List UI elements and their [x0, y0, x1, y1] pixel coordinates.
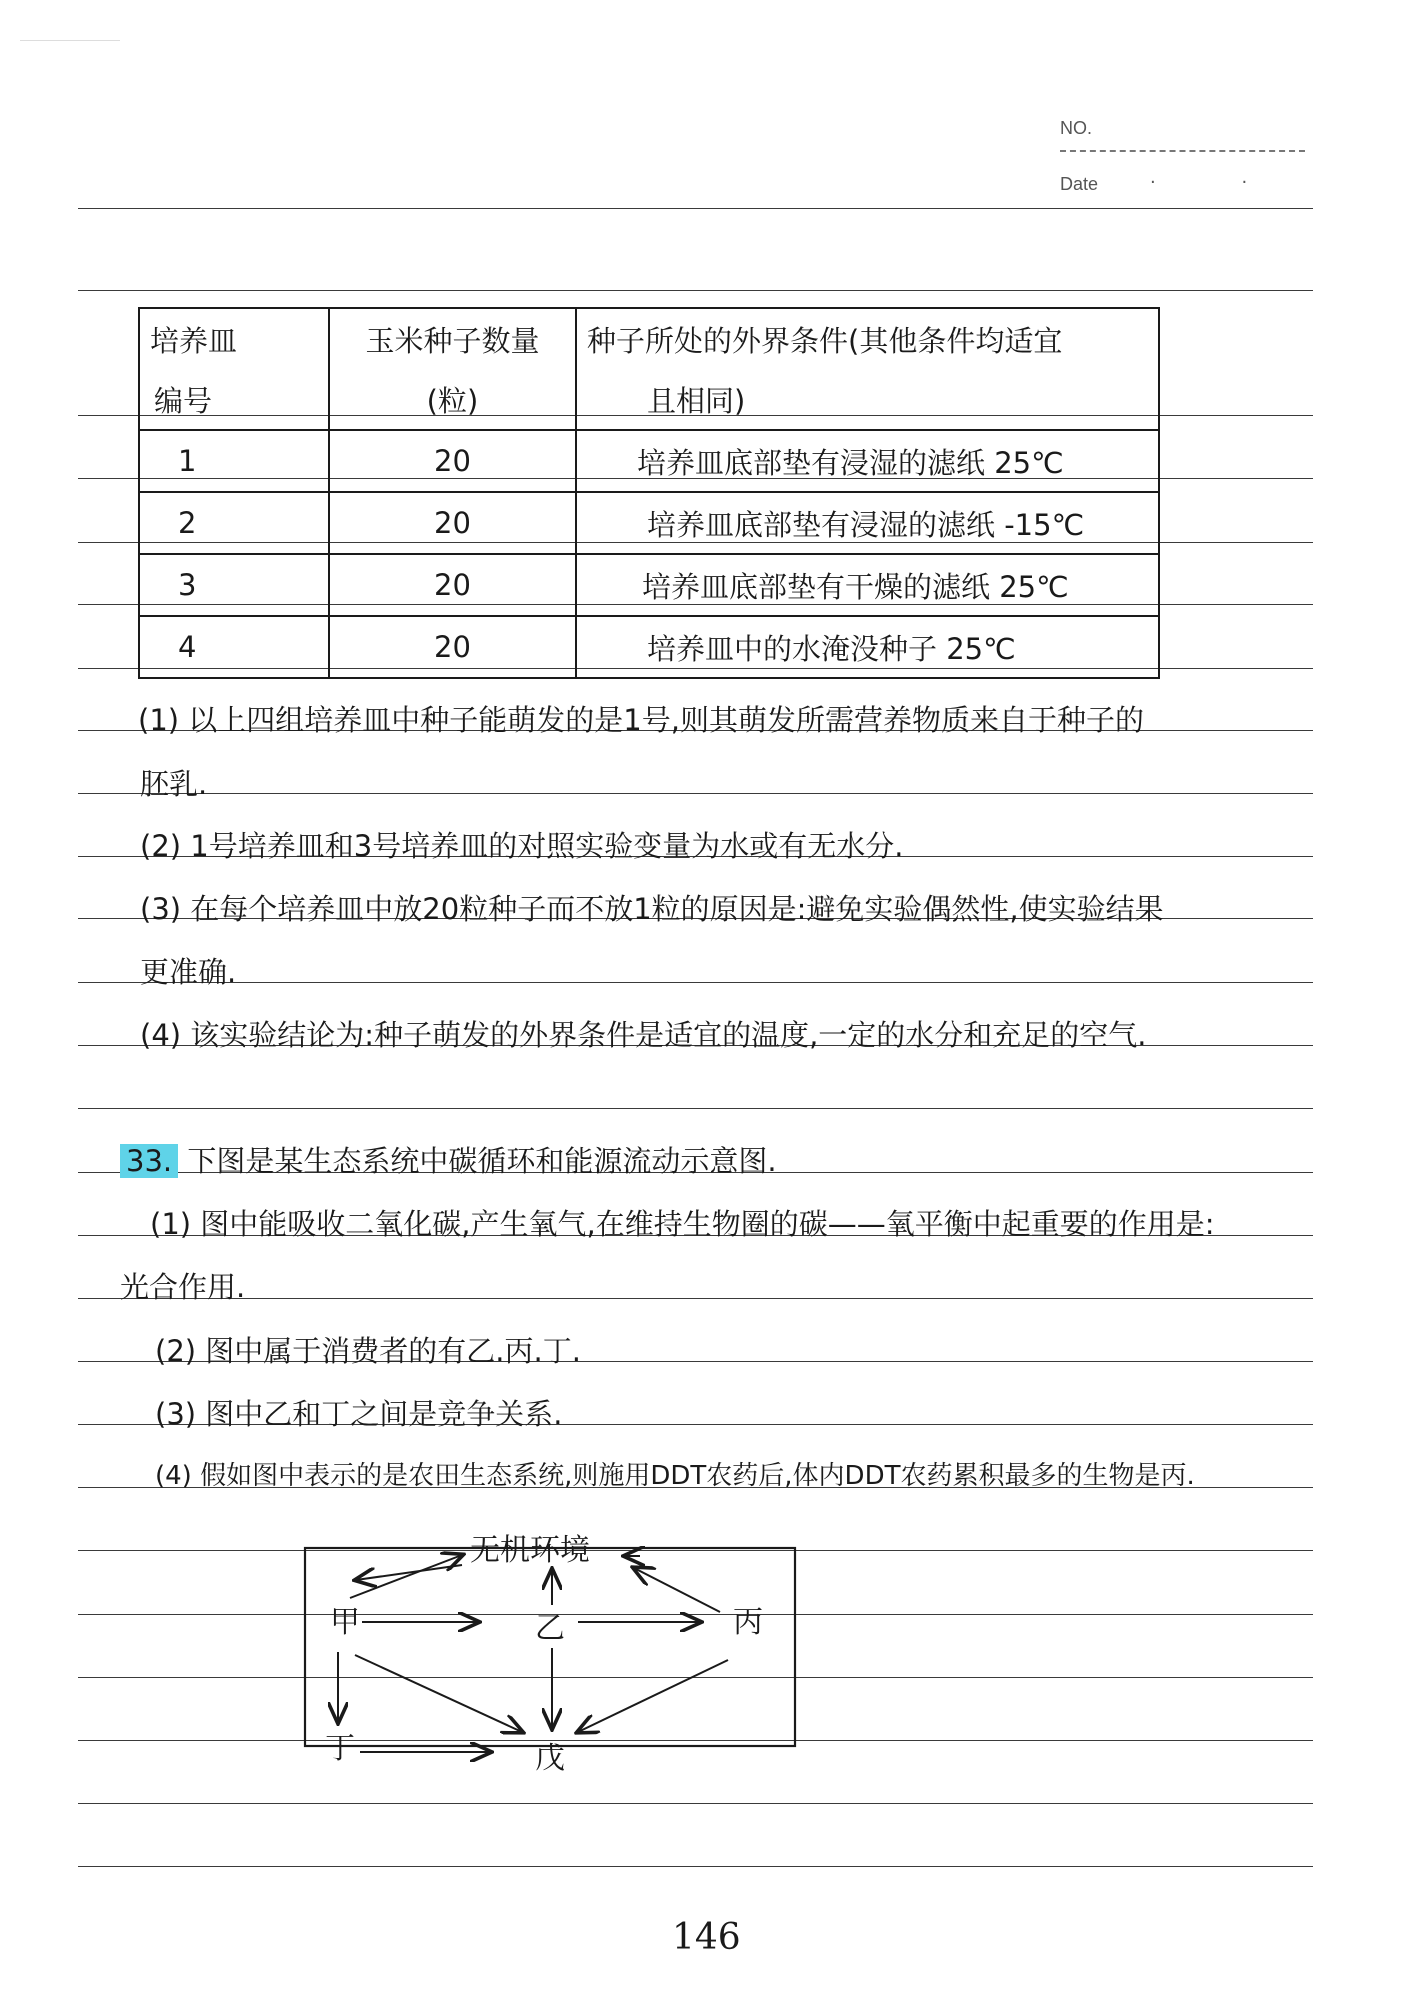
ecosystem-box: [305, 1548, 795, 1746]
node-wu: 戊: [535, 1741, 565, 1776]
page-number: 146: [672, 1917, 741, 1958]
answer-33-4: (4) 假如图中表示的是农田生态系统,则施用DDT农药后,体内DDT农药累积最多的生物是丙.: [155, 1461, 1195, 1491]
question-33-text: 下图是某生态系统中碳循环和能源流动示意图.: [187, 1144, 777, 1178]
answer-33-1-cont: 光合作用.: [120, 1270, 246, 1304]
dish-id: 1: [139, 430, 329, 492]
answer-33-2: (2) 图中属于消费者的有乙.丙.丁.: [155, 1334, 581, 1368]
answer-32-1-cont: 胚乳.: [140, 767, 208, 801]
seed-count: 20: [329, 616, 576, 678]
table-row: [139, 492, 1159, 554]
question-33-title: [120, 1144, 777, 1178]
arrow-jia-to-wu: [355, 1655, 522, 1732]
question-number-highlight: 33.: [120, 1144, 178, 1178]
arrow-env-to-jia: [356, 1565, 462, 1580]
node-jia: 甲: [330, 1605, 360, 1640]
node-environment: 无机环境: [470, 1533, 590, 1568]
header-cell-count-2: (粒): [329, 369, 576, 430]
table-row: [139, 430, 1159, 492]
no-line: [1060, 150, 1305, 152]
seed-condition: 培养皿底部垫有浸湿的滤纸 25℃: [576, 430, 1159, 492]
seed-count: 20: [329, 492, 576, 554]
answer-32-1: (1) 以上四组培养皿中种子能萌发的是1号,则其萌发所需营养物质来自于种子的: [138, 703, 1144, 737]
dish-id: 4: [139, 616, 329, 678]
answer-33-3: (3) 图中乙和丁之间是竞争关系.: [155, 1397, 563, 1431]
seed-condition: 培养皿中的水淹没种子 25℃: [576, 616, 1159, 678]
table-row: [139, 554, 1159, 616]
arrow-bing-to-wu: [578, 1660, 728, 1732]
table-header-row: [139, 369, 1159, 430]
answer-32-4: (4) 该实验结论为:种子萌发的外界条件是适宜的温度,一定的水分和充足的空气.: [140, 1018, 1147, 1052]
header-cell-condition-2: 且相同): [576, 369, 1159, 430]
seed-condition: 培养皿底部垫有浸湿的滤纸 -15℃: [576, 492, 1159, 554]
dish-id: 2: [139, 492, 329, 554]
scan-mark: [20, 40, 120, 41]
answer-32-3-cont: 更准确.: [140, 955, 237, 989]
answer-32-2: (2) 1号培养皿和3号培养皿的对照实验变量为水或有无水分.: [140, 829, 904, 863]
answer-32-3: (3) 在每个培养皿中放20粒种子而不放1粒的原因是:避免实验偶然性,使实验结果: [140, 892, 1164, 926]
dish-id: 3: [139, 554, 329, 616]
arrow-bing-to-env: [634, 1568, 720, 1612]
seed-count: 20: [329, 430, 576, 492]
node-ding: 丁: [325, 1731, 355, 1766]
experiment-table: [138, 307, 1160, 679]
node-bing: 丙: [733, 1605, 763, 1640]
node-yi: 乙: [535, 1611, 565, 1646]
answer-33-1: (1) 图中能吸收二氧化碳,产生氧气,在维持生物圈的碳——氧平衡中起重要的作用是:: [150, 1207, 1215, 1241]
header-cell-dish: 培养皿: [139, 308, 329, 369]
date-dots: · ·: [1150, 172, 1288, 193]
no-label: NO.: [1060, 118, 1093, 138]
header-cell-condition: 种子所处的外界条件(其他条件均适宜: [576, 308, 1159, 369]
date-label: Date: [1060, 174, 1099, 194]
seed-count: 20: [329, 554, 576, 616]
seed-condition: 培养皿底部垫有干燥的滤纸 25℃: [576, 554, 1159, 616]
arrow-jia-to-env: [350, 1555, 462, 1598]
header-cell-dish-2: 编号: [139, 369, 329, 430]
flow-arrows: [338, 1555, 728, 1752]
table-row: [139, 616, 1159, 678]
table-header-row: [139, 308, 1159, 369]
header-cell-count: 玉米种子数量: [329, 308, 576, 369]
